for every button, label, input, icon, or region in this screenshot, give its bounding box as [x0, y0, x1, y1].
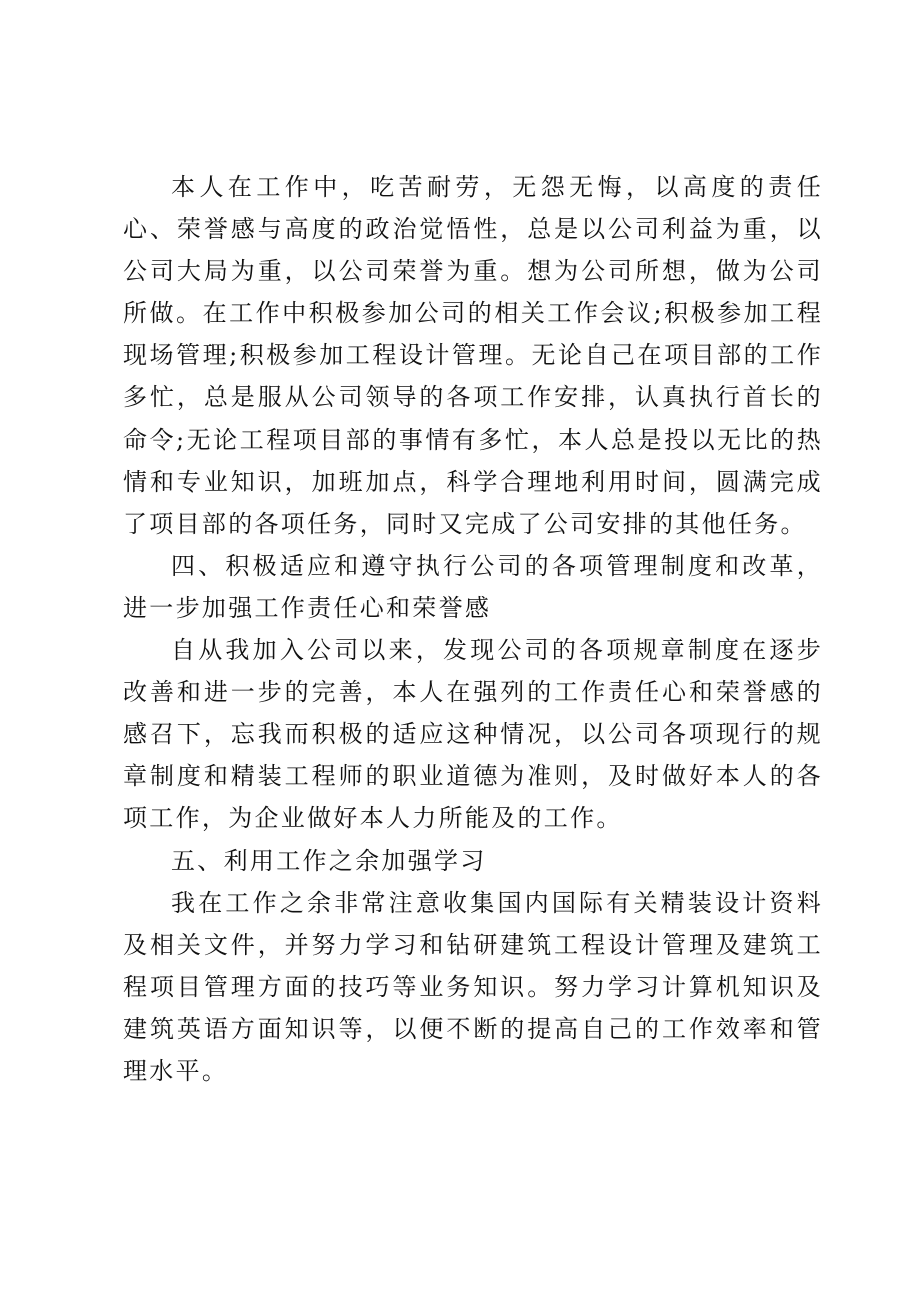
paragraph-adapt-rules: 自从我加入公司以来，发现公司的各项规章制度在逐步改善和进一步的完善，本人在强列的工作责任心和荣誉感的感召下，忘我而积极的适应这种情况，以公司各项现行的规章制度和精装工程师的职业道德为准则，及时做好本人的各项工作，为企业做好本人力所能及的工作。 — [123, 636, 823, 833]
section-heading-5: 五、利用工作之余加强学习 — [171, 846, 487, 875]
paragraph-work-attitude: 本人在工作中，吃苦耐劳，无怨无悔，以高度的责任心、荣誉感与高度的政治觉悟性，总是以公司利益为重，以公司大局为重，以公司荣誉为重。想为公司所想，做为公司所做。在工作中积极参加公司的相关工作会议;积极参加工程现场管理;积极参加工程设计管理。无论自己在项目部的工作多忙，总是服从公司领导的各项工作安排，认真执行首长的命令;无论工程项目部的事情有多忙，本人总是投以无比的热情和专业知识，加班加点，科学合理地利用时间，圆满完成了项目部的各项任务，同时又完成了公司安排的其他任务。 — [123, 173, 823, 538]
paragraph-study: 我在工作之余非常注意收集国内国际有关精装设计资料及相关文件，并努力学习和钻研建筑工程设计管理及建筑工程项目管理方面的技巧等业务知识。努力学习计算机知识及建筑英语方面知识等，以便不断的提高自己的工作效率和管理水平。 — [123, 888, 823, 1085]
document-body — [123, 166, 823, 1092]
section-heading-4: 四、积极适应和遵守执行公司的各项管理制度和改革，进一步加强工作责任心和荣誉感 — [123, 551, 823, 622]
